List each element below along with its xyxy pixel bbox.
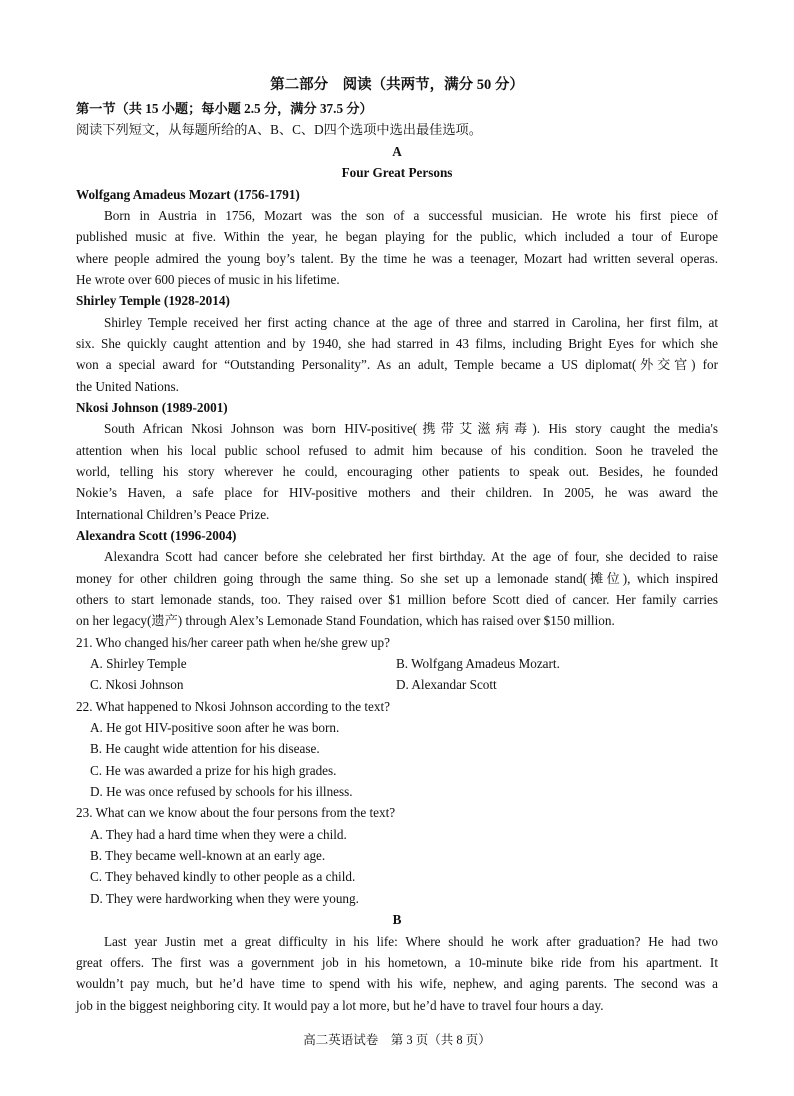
paragraph-line: South African Nkosi Johnson was born HIV-positive(携带艾滋病毒). His story caught the media's (104, 421, 718, 436)
person-name-mozart: Wolfgang Amadeus Mozart (1756-1791) (76, 187, 300, 202)
question-23-stem: 23. What can we know about the four persons from the text? (76, 805, 396, 820)
question-21-stem: 21. Who changed his/her career path when he/she grew up? (76, 635, 390, 650)
question-22-stem: 22. What happened to Nkosi Johnson according to the text? (76, 699, 390, 714)
paragraph-line: attention when his local public school refused to admit him because of his condition. Soon he traveled the (76, 443, 718, 458)
part-title: 第二部分 阅读（共两节，满分 50 分） (270, 77, 524, 93)
paragraph-line: where people admired the young boy’s talent. By the time he was a teenager, Mozart had written several operas. (76, 251, 718, 266)
question-21-option-d: D. Alexandar Scott (396, 677, 497, 692)
paragraph-line: Nokie’s Haven, a safe place for HIV-positive mothers and their children. In 2005, he was award the (76, 485, 718, 500)
paragraph-line: money for other children going through the same thing. So she set up a lemonade stand(摊位), which inspired (76, 571, 718, 586)
passage-a-title: Four Great Persons (341, 165, 453, 180)
paragraph-line: the United Nations. (76, 379, 179, 394)
paragraph-line: world, telling his story wherever he could, encouraging other patients to speak out. Besides, he founded (76, 464, 718, 479)
paragraph-line: He wrote over 600 pieces of music in his lifetime. (76, 272, 340, 287)
paragraph-line: six. She quickly caught attention and by 1940, she had starred in 43 films, including Bright Eyes for which she (76, 336, 718, 351)
passage-b-letter: B (392, 912, 402, 927)
person-name-johnson: Nkosi Johnson (1989-2001) (76, 400, 228, 415)
paragraph-line: Last year Justin met a great difficulty in his life: Where should he work after graduation? He had two (104, 934, 718, 949)
paragraph-line: on her legacy(遗产) through Alex’s Lemonade Stand Foundation, which has raised over $150 million. (76, 613, 615, 628)
paragraph-line: Born in Austria in 1756, Mozart was the son of a successful musician. He wrote his first piece of (104, 208, 718, 223)
question-22-option-b: B. He caught wide attention for his disease. (90, 741, 320, 756)
paragraph-line: job in the biggest neighboring city. It would pay a lot more, but he’d have to travel four hours a day. (76, 998, 604, 1013)
person-name-scott: Alexandra Scott (1996-2004) (76, 528, 237, 543)
paragraph-line: published music at five. Within the year, he began playing for the public, which included a tour of Europe (76, 229, 718, 244)
paragraph-line: Shirley Temple received her first acting chance at the age of three and starred in Carolina, her first film, at (104, 315, 718, 330)
paragraph-line: great offers. The first was a government job in his hometown, a 10-minute bike ride from his apartment. It (76, 955, 718, 970)
question-21-option-c: C. Nkosi Johnson (90, 677, 184, 692)
page-footer: 高二英语试卷 第 3 页（共 8 页） (303, 1033, 491, 1047)
question-21-option-a: A. Shirley Temple (90, 656, 187, 671)
question-23-option-d: D. They were hardworking when they were young. (90, 891, 359, 906)
question-21-option-b: B. Wolfgang Amadeus Mozart. (396, 656, 560, 671)
question-23-option-a: A. They had a hard time when they were a child. (90, 827, 347, 842)
paragraph-line: won a special award for “Outstanding Personality”. As an adult, Temple became a US diplomat(外交官) for (76, 357, 718, 372)
person-name-temple: Shirley Temple (1928-2014) (76, 293, 230, 308)
paragraph-line: others to start lemonade stands, too. They raised over $1 million before Scott died of cancer. Her family carries (76, 592, 718, 607)
paragraph-line: wouldn’t pay much, but he’d have time to spend with his wife, nephew, and aging parents. The second was a (76, 976, 718, 991)
question-23-option-c: C. They behaved kindly to other people as a child. (90, 869, 356, 884)
question-22-option-a: A. He got HIV-positive soon after he was born. (90, 720, 340, 735)
instruction: 阅读下列短文，从每题所给的A、B、C、D四个选项中选出最佳选项。 (76, 122, 482, 137)
passage-a-letter: A (392, 144, 402, 159)
question-22-option-d: D. He was once refused by schools for his illness. (90, 784, 353, 799)
paragraph-line: Alexandra Scott had cancer before she celebrated her first birthday. At the age of four, she decided to raise (104, 549, 718, 564)
question-23-option-b: B. They became well-known at an early age. (90, 848, 326, 863)
question-22-option-c: C. He was awarded a prize for his high grades. (90, 763, 337, 778)
section-header: 第一节（共 15 小题；每小题 2.5 分，满分 37.5 分） (76, 101, 373, 116)
paragraph-line: International Children’s Peace Prize. (76, 507, 270, 522)
